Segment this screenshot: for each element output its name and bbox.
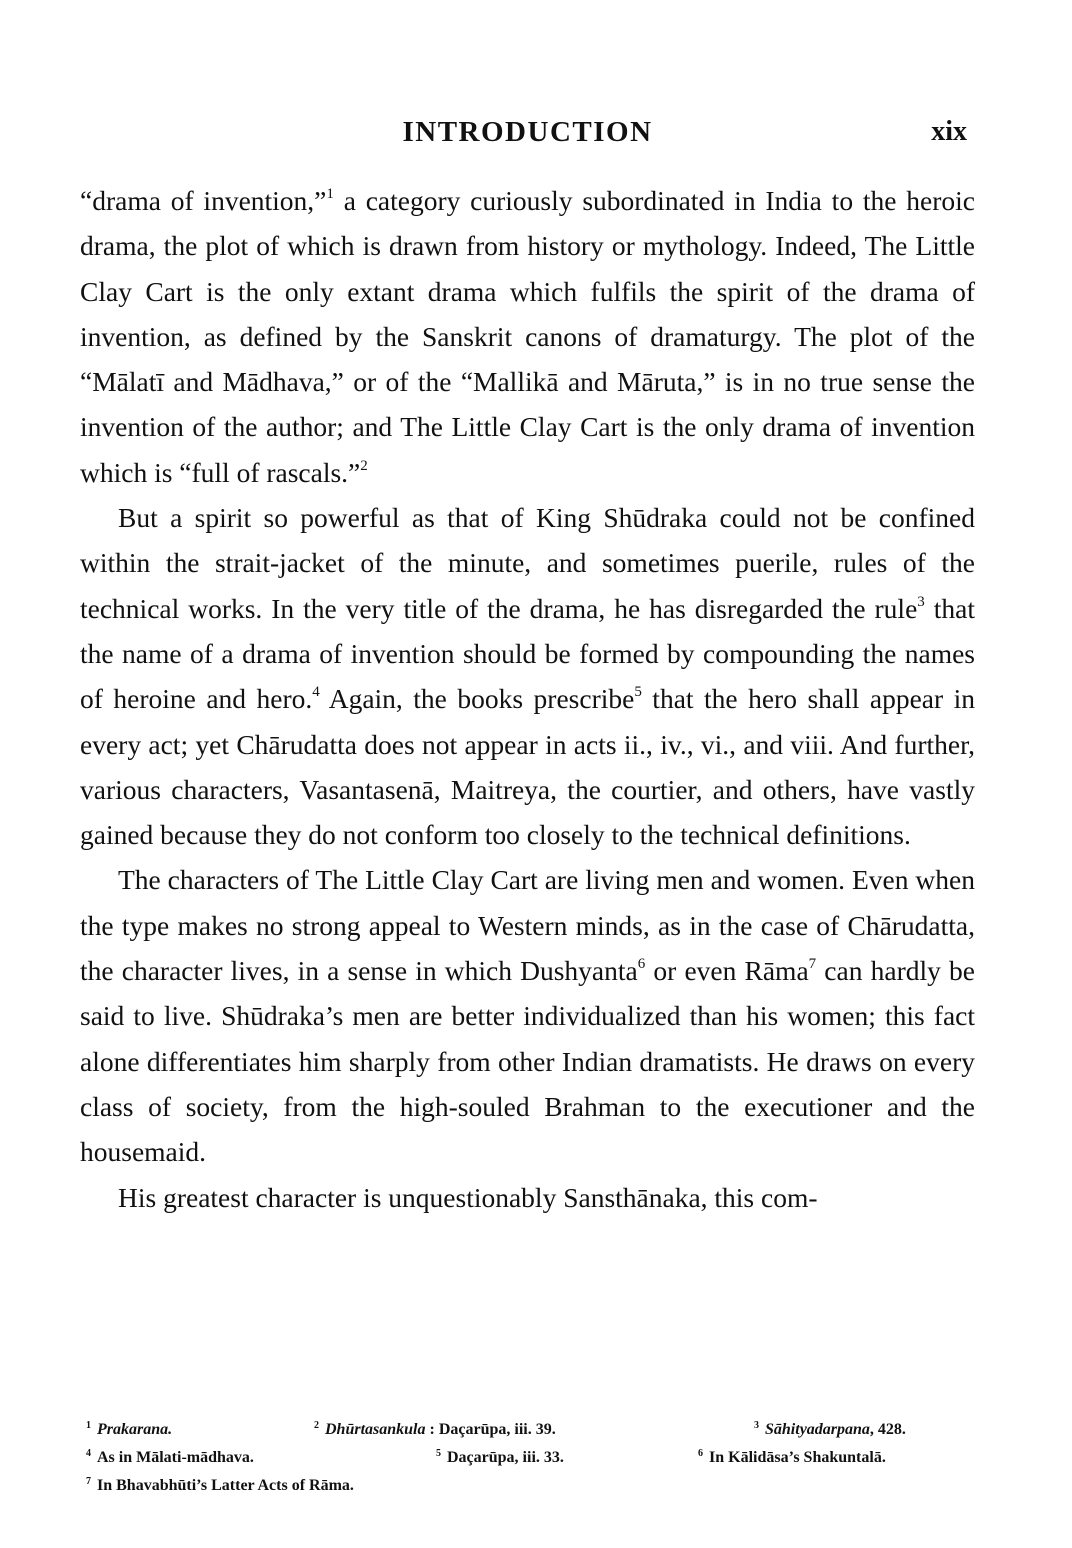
footnote-row-1 [86,1412,986,1440]
footnote-ref-6: 6 [637,956,646,973]
footnote-ref-1: 1 [326,186,334,202]
footnote-ref-5: 5 [634,684,642,701]
footnote-ref-2: 2 [360,457,368,474]
paragraph-4-text: His greatest character is unquestionably Sansthānaka, this com- [118,1181,818,1213]
footnote-5-text: Daçarūpa, iii. 33. [447,1449,564,1466]
footnote-4-number: 4 [86,1448,91,1459]
paragraph-1-text-a: “drama of invention,” [80,185,327,216]
footnote-5-number: 5 [436,1448,441,1459]
paragraph-3-text-b: or even Rāma [645,955,809,987]
page-number: xix [931,116,967,147]
paragraph-4 [80,1175,975,1220]
paragraph-2-text-a: But a spirit so powerful as that of King Shūdraka could not be confined within the strait-jacket of the minute, and sometimes puerile, rules of the technical works. In the very title of the drama, he has disregarded the rule [80,502,975,624]
footnote-6-text: In Kālidāsa’s Shakuntalā. [709,1449,886,1466]
footnote-ref-7: 7 [808,956,817,973]
paragraph-1 [80,178,975,495]
paragraph-3-text-c: can hardly be said to live. Shūdraka’s men are better individualized than his women; this fact alone differentiates him sharply from other Indian dramatists. He draws on every class of society, from the high-souled Brahman to the executioner and the housemaid. [80,955,975,1168]
paragraph-3 [80,857,975,1174]
running-head [80,116,975,160]
paragraph-2-text-d: that the hero shall appear in every act; yet Chārudatta does not appear in acts ii., iv., vi., and viii. And further, various characters, Vasantasenā, Maitreya, the courtier, and others, have vastly gained because they do not conform too closely to the technical definitions. [80,683,976,851]
footnote-3-text: , 428. [869,1421,906,1438]
paragraph-2-text-c: Again, the books prescribe [319,683,635,715]
footnote-6-number: 6 [698,1448,703,1459]
footnote-7-text: In Bhavabhūti’s Latter Acts of Rāma. [97,1477,354,1494]
paragraph-1-text-b: a category curiously subordinated in India to the heroic drama, the plot of which is drawn from history or mythology. Indeed, The Little Clay Cart is the only extant drama which fulfils the spirit of the drama of invention, as defined by the Sanskrit canons of dramaturgy. The plot of the “Mālatī and Mādhava,” or of the “Mallikā and Māruta,” is in no true sense the invention of the author; and The Little Clay Cart is the only drama of invention which is “full of rascals.” [80,185,975,488]
footnote-2-number: 2 [314,1420,319,1431]
footnotes [86,1412,986,1496]
footnote-ref-3: 3 [917,593,925,610]
footnote-1-number: 1 [86,1420,91,1431]
footnote-row-3 [86,1468,986,1496]
body-text [80,178,975,1220]
paragraph-3-text-a: The characters of The Little Clay Cart are living men and women. Even when the type makes no strong appeal to Western minds, as in the case of Chārudatta, the character lives, in a sense in which Dushyanta [80,864,975,987]
paragraph-2-text-b: that the name of a drama of invention should be formed by compounding the names of heroine and hero. [80,592,975,715]
footnote-2-italic: Dhūrtasankula [325,1421,426,1438]
footnote-row-2 [86,1440,986,1468]
footnote-7-number: 7 [86,1476,91,1487]
footnote-3-number: 3 [754,1420,759,1431]
footnote-2-text: : Daçarūpa, iii. 39. [425,1421,556,1438]
footnote-ref-4: 4 [312,684,320,701]
footnote-3-italic: Sāhityadarpana [765,1421,870,1438]
footnote-4-text: As in Mālati-mādhava. [97,1449,254,1466]
footnote-7 [86,1468,354,1500]
paragraph-2 [80,495,975,857]
running-title: INTRODUCTION [402,116,653,148]
footnote-1-text: Prakarana. [97,1421,173,1438]
